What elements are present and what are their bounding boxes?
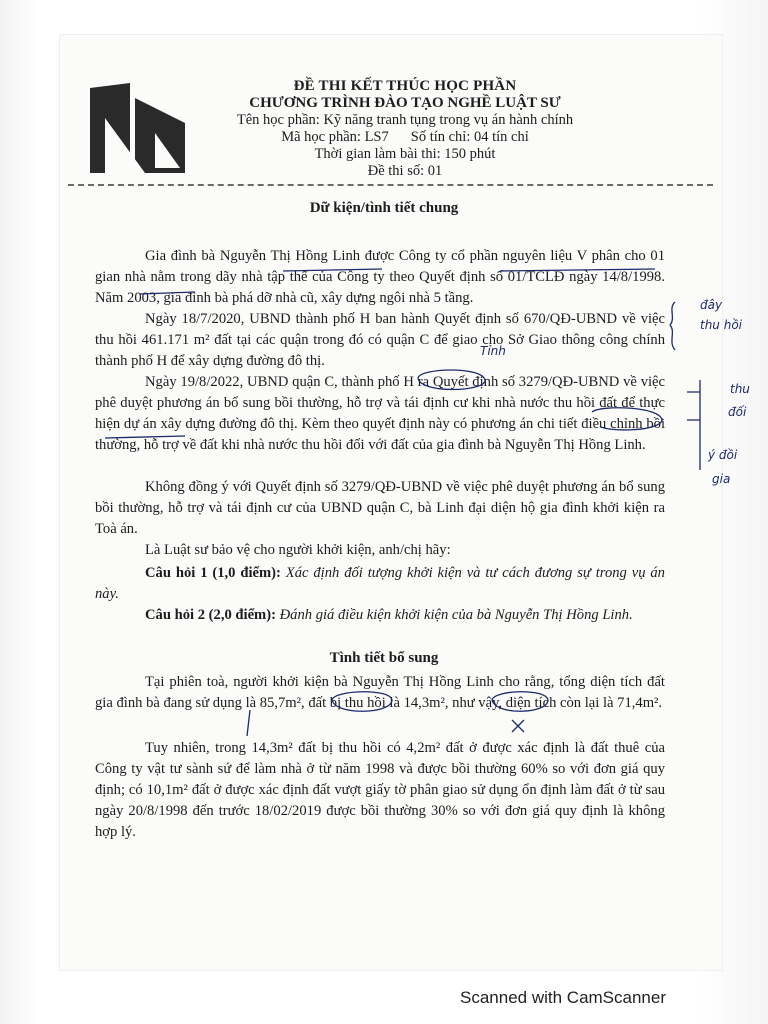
handnote-doi: đối bbox=[728, 405, 747, 419]
question-2 bbox=[95, 605, 665, 626]
exam-header bbox=[215, 78, 595, 180]
paragraph-3: Ngày 19/8/2022, UBND quận C, thành phố H ra Quyết định số 3279/QĐ-UBND về việc phê duyệt phương án bổ sung bồi thường, hỗ trợ và tái định cư khi nhà nước thu hồi đất để thực hiện dự án xây dựng đường đô thị. Kèm theo quyết định này có phương án chi tiết điều chỉnh bồi thường, hỗ trợ về đất khi nhà nước thu hồi đối với đất của gia đình bà Nguyễn Thị Hồng Linh. bbox=[95, 374, 665, 453]
additional-paragraph-1: Tại phiên toà, người khởi kiện bà Nguyễn Thị Hồng Linh cho rằng, tổng diện tích đất gia đình bà đang sử dụng là 85,7m², đất bị thu hồi là 14,3m², như vậy, diện tích còn lại là 71,4m². bbox=[95, 674, 665, 711]
additional-paragraph-2: Tuy nhiên, trong 14,3m² đất bị thu hồi có 4,2m² đất ở được xác định là đất thuê của Công ty vật tư sành sứ để làm nhà ở từ năm 1998 và được bồi thường 60% so với đơn giá quy định; có 10,1m² đất ở được xác định đất vượt giấy tờ phân giao sử dụng ổn định làm đất ở từ sau ngày 20/8/1998 đến trước 18/02/2019 được bồi thường 30% so với đơn giá quy định là không hợp lý. bbox=[95, 740, 665, 840]
section-title-additional: Tình tiết bổ sung bbox=[329, 650, 439, 666]
academy-logo bbox=[85, 78, 195, 178]
scanner-watermark: Scanned with CamScanner bbox=[460, 988, 667, 1007]
handnote-day: đây bbox=[700, 298, 723, 312]
paragraph-5: Là Luật sư bảo vệ cho người khởi kiện, anh/chị hãy: bbox=[145, 542, 451, 558]
paragraph-1: Gia đình bà Nguyễn Thị Hồng Linh được Công ty cổ phần nguyên liệu V phân cho 01 gian nhà nằm trong dãy nhà tập thể của Công ty theo Quyết định số 01/TCLĐ ngày 14/8/1998. Năm 2003, gia đình bà phá dỡ nhà cũ, xây dựng ngôi nhà 5 tầng. bbox=[95, 248, 665, 306]
program-title: CHƯƠNG TRÌNH ĐÀO TẠO NGHỀ LUẬT SƯ bbox=[249, 95, 561, 111]
question-2-label: Câu hỏi 2 (2,0 điểm): bbox=[145, 607, 276, 623]
course-name: Tên học phần: Kỹ năng tranh tụng trong vụ án hành chính bbox=[236, 112, 574, 128]
question-1-text: Xác định đối tượng khởi kiện và tư cách đương sự trong vụ án này. bbox=[95, 565, 665, 602]
paragraph-2: Ngày 18/7/2020, UBND thành phố H ban hành Quyết định số 670/QĐ-UBND về việc thu hồi 461.171 m² đất tại các quận trong đó có quận C để giao cho Sở Giao thông công chính thành phố H để xây dựng đường đô thị. bbox=[95, 311, 665, 369]
handnote-thu: thu bbox=[730, 382, 750, 396]
exam-duration: Thời gian làm bài thi: 150 phút bbox=[314, 146, 496, 162]
question-1 bbox=[95, 563, 665, 605]
section-title-general: Dữ kiện/tình tiết chung bbox=[309, 200, 459, 216]
question-2-text: Đánh giá điều kiện khởi kiện của bà Nguyễn Thị Hồng Linh. bbox=[279, 607, 633, 623]
header-divider bbox=[68, 184, 713, 186]
paragraph-4: Không đồng ý với Quyết định số 3279/QĐ-UBND về việc phê duyệt phương án bổ sung bồi thường, hỗ trợ và tái định cư của UBND quận C, bà Linh đại diện hộ gia đình khởi kiện ra Toà án. bbox=[95, 479, 665, 537]
handnote-thu-hoi: thu hồi bbox=[700, 318, 743, 332]
course-code: Mã học phần: LS7 bbox=[281, 129, 389, 145]
exam-title: ĐỀ THI KẾT THÚC HỌC PHẦN bbox=[293, 78, 517, 94]
handnote-y-doi: ý đồi bbox=[708, 448, 738, 462]
handnote-tinh: Tỉnh bbox=[480, 344, 506, 358]
handnote-gia: gia bbox=[712, 472, 731, 486]
question-1-label: Câu hỏi 1 (1,0 điểm): bbox=[145, 565, 281, 581]
exam-number: Đề thi số: 01 bbox=[367, 163, 443, 179]
course-credits: Số tín chỉ: 04 tín chỉ bbox=[410, 129, 529, 145]
course-code-line bbox=[215, 129, 595, 146]
